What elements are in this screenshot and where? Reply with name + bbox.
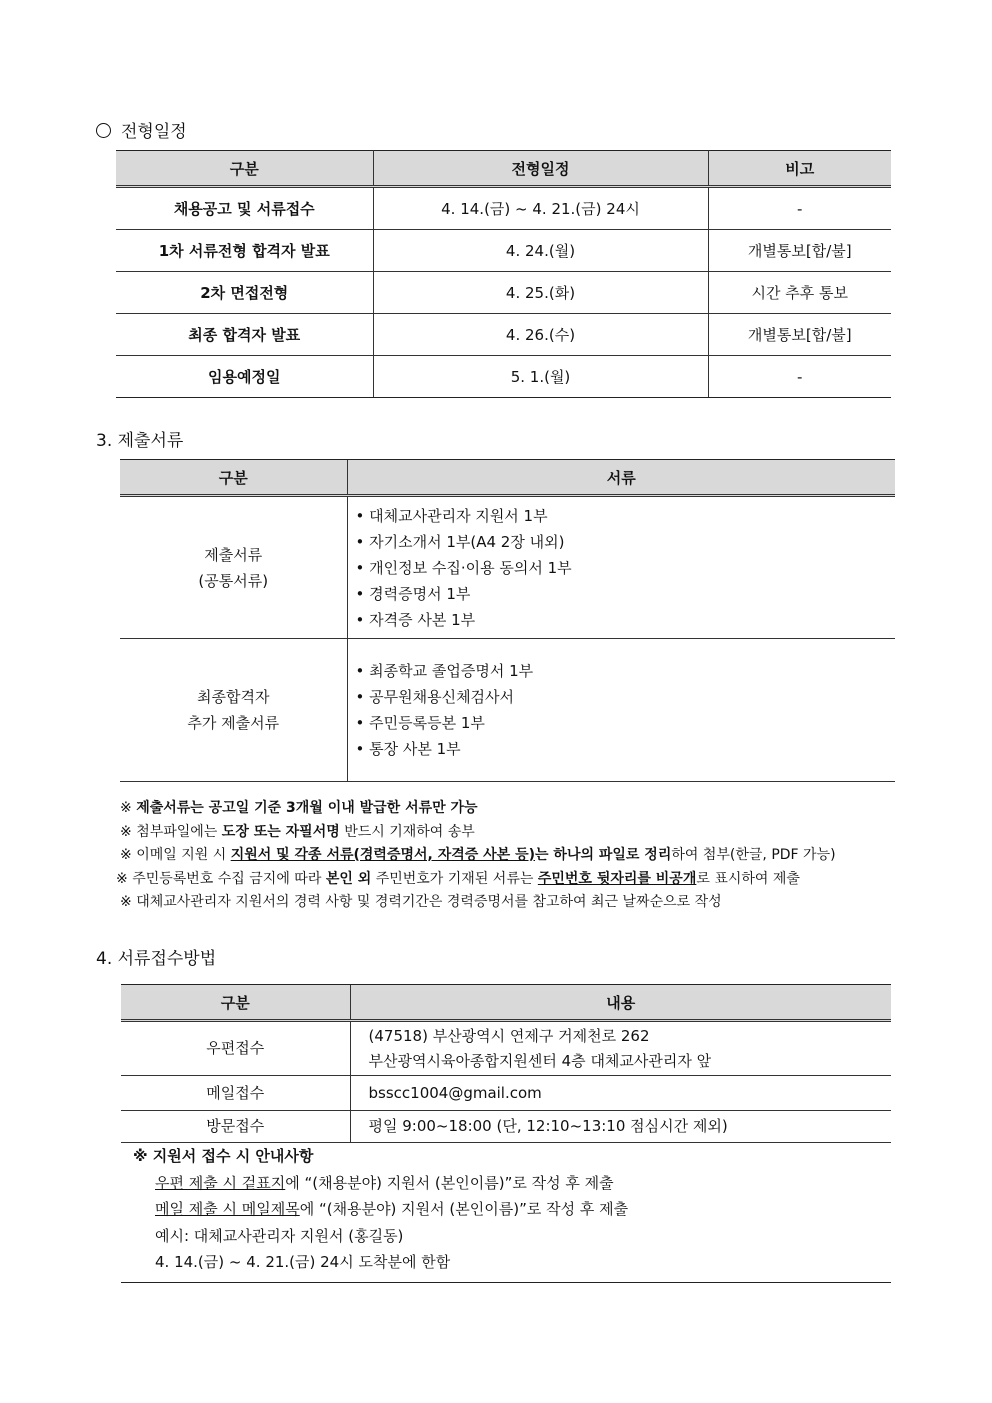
submission-method: 우편접수 [121,1021,350,1076]
schedule-date: 4. 26.(수) [373,314,708,356]
list-item: • 주민등록등본 1부 [356,710,895,736]
guide-title: ※ 지원서 접수 시 안내사항 [133,1147,314,1165]
list-item: • 공무원채용신체검사서 [356,684,895,710]
schedule-note: 개별통보[합/불] [708,314,891,356]
guide-line: 예시: 대체교사관리자 지원서 (홍길동) [155,1226,404,1245]
schedule-category: 1차 서류전형 합격자 발표 [116,230,373,272]
table-row [116,356,891,398]
submission-table [121,984,891,1143]
schedule-date: 4. 14.(금) ~ 4. 21.(금) 24시 [373,187,708,230]
schedule-note: - [708,356,891,398]
guide-line: 우편 제출 시 겉표지에 “(채용분야) 지원서 (본인이름)”로 작성 후 제출 [155,1173,614,1192]
list-item: • 최종학교 졸업증명서 1부 [356,658,895,684]
list-item: • 개인정보 수집·이용 동의서 1부 [356,555,895,581]
schedule-table [116,150,891,398]
documents-table [120,459,895,782]
list-item: • 경력증명서 1부 [356,581,895,607]
table-row [120,496,895,639]
note-item: ※ 첨부파일에는 도장 또는 자필서명 반드시 기재하여 송부 [120,821,836,845]
note-item: ※ 주민등록번호 수집 금지에 따라 본인 외 주민번호가 기재된 서류는 주민번호 뒷자리를 비공개로 표시하여 제출 [116,868,836,892]
submission-method: 메일접수 [121,1076,350,1111]
list-item: • 통장 사본 1부 [356,736,895,762]
list-item: • 대체교사관리자 지원서 1부 [356,503,895,529]
documents-category: 최종합격자 추가 제출서류 [120,639,347,782]
submission-heading: 4. 서류접수방법 [96,949,217,969]
schedule-date: 4. 24.(월) [373,230,708,272]
table-row [121,1021,891,1076]
table-row [120,639,895,782]
table-row [116,230,891,272]
guide-line: 메일 제출 시 메일제목에 “(채용분야) 지원서 (본인이름)”로 작성 후 제출 [155,1200,629,1218]
header-schedule: 전형일정 [373,151,708,187]
schedule-date: 4. 25.(화) [373,272,708,314]
list-item: • 자격증 사본 1부 [356,607,895,633]
header-note: 비고 [708,151,891,187]
header-method: 구분 [121,985,350,1021]
documents-category: 제출서류 (공통서류) [120,496,347,639]
header-category: 구분 [120,460,347,496]
circle-bullet-icon [96,123,111,138]
schedule-category: 임용예정일 [116,356,373,398]
list-item: • 자기소개서 1부(A4 2장 내외) [356,529,895,555]
note-item: ※ 제출서류는 공고일 기준 3개월 이내 발급한 서류만 가능 [120,797,836,821]
note-item: ※ 대체교사관리자 지원서의 경력 사항 및 경력기간은 경력증명서를 참고하여 최근 날짜순으로 작성 [120,891,836,915]
submission-guide [121,1143,891,1283]
documents-notes [120,797,836,915]
table-row [116,187,891,230]
documents-heading: 3. 제출서류 [96,431,184,451]
table-row [116,314,891,356]
submission-email: bsscc1004@gmail.com [350,1076,891,1111]
submission-method: 방문접수 [121,1111,350,1143]
schedule-heading: 전형일정 [96,117,187,142]
schedule-note: 시간 추후 통보 [708,272,891,314]
schedule-category: 2차 면접전형 [116,272,373,314]
header-documents: 서류 [347,460,895,496]
documents-list [347,496,895,639]
header-content: 내용 [350,985,891,1021]
schedule-note: 개별통보[합/불] [708,230,891,272]
header-category: 구분 [116,151,373,187]
schedule-note: - [708,187,891,230]
table-row [121,1111,891,1143]
schedule-date: 5. 1.(월) [373,356,708,398]
schedule-category: 최종 합격자 발표 [116,314,373,356]
submission-content: 평일 9:00~18:00 (단, 12:10~13:10 점심시간 제외) [350,1111,891,1143]
table-header-row [120,460,895,496]
submission-content: (47518) 부산광역시 연제구 거제천로 262 부산광역시육아종합지원센터 4층 대체교사관리자 앞 [350,1021,891,1076]
table-header-row [116,151,891,187]
table-row [121,1076,891,1111]
guide-line: 4. 14.(금) ~ 4. 21.(금) 24시 도착분에 한함 [155,1253,451,1271]
note-item: ※ 이메일 지원 시 지원서 및 각종 서류(경력증명서, 자격증 사본 등)는 하나의 파일로 정리하여 첨부(한글, PDF 가능) [120,844,836,868]
table-row [116,272,891,314]
documents-list [347,639,895,782]
schedule-category: 채용공고 및 서류접수 [116,187,373,230]
table-header-row [121,985,891,1021]
